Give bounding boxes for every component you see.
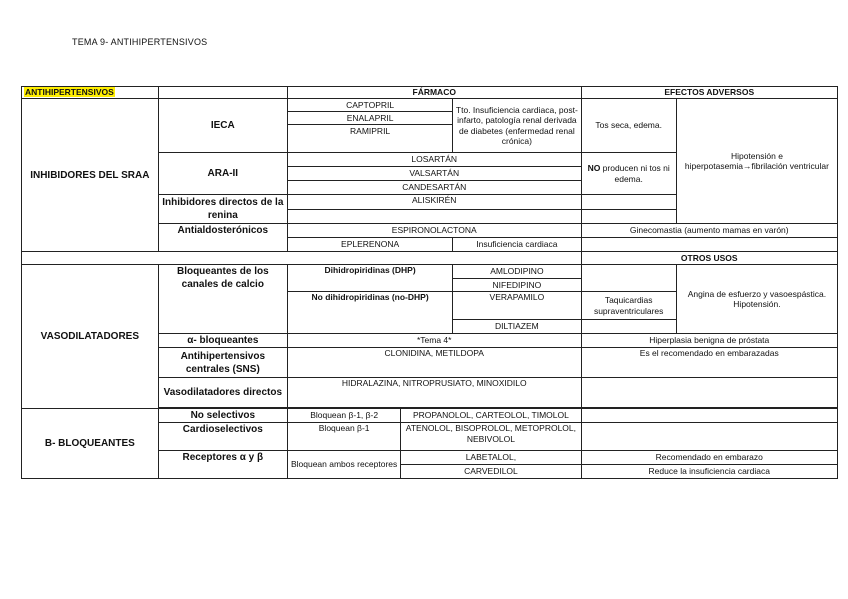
drug-cell: CLONIDINA, METILDOPA <box>287 348 581 378</box>
ab-use1: Recomendado en embarazo <box>581 451 838 465</box>
antialdo-label: Antialdosterónicos <box>158 224 287 252</box>
ara-label: ARA-II <box>158 153 287 195</box>
nodhp-label: No dihidropiridinas (no-DHP) <box>287 292 452 334</box>
drug-cell: ENALAPRIL <box>287 112 452 125</box>
header-efectos: EFECTOS ADVERSOS <box>581 87 838 99</box>
empty-cell <box>581 409 838 423</box>
drug-cell: ATENOLOL, BISOPROLOL, METOPROLOL, NEBIVOLOL <box>401 423 581 451</box>
header-col1: ANTIHIPERTENSIVOS <box>22 87 159 99</box>
ab-label: Receptores α y β <box>158 451 287 479</box>
alfa-use: Hiperplasia benigna de próstata <box>581 334 838 348</box>
empty-cell <box>287 210 581 224</box>
antihypertensives-table <box>21 86 838 479</box>
block-cell: Bloquean ambos receptores <box>287 451 400 479</box>
ab-use2: Reduce la insuficiencia cardiaca <box>581 465 838 479</box>
drug-cell: *Tema 4* <box>287 334 581 348</box>
bcc-other-use: Angina de esfuerzo y vasoespástica. Hipotensión. <box>676 265 837 334</box>
drug-cell: CARVEDILOL <box>401 465 581 479</box>
drug-cell: AMLODIPINO <box>453 265 581 279</box>
empty-cell <box>581 265 676 292</box>
drug-cell: LABETALOL, <box>401 451 581 465</box>
drug-cell-blank <box>287 138 452 153</box>
central-use: Es el recomendado en embarazadas <box>581 348 838 378</box>
empty-cell <box>581 423 838 451</box>
group-beta: B- BLOQUEANTES <box>22 409 159 479</box>
empty-cell <box>453 307 581 320</box>
header-empty <box>158 87 287 99</box>
renina-label: Inhibidores directos de la renina <box>158 195 287 224</box>
central-label: Antihipertensivos centrales (SNS) <box>158 348 287 378</box>
directos-label: Vasodilatadores directos <box>158 378 287 408</box>
ara-adverse: NO producen ni tos ni edema. <box>581 153 676 195</box>
empty-cell <box>581 195 676 210</box>
table-row <box>22 409 838 423</box>
drug-cell: CANDESARTÁN <box>287 181 581 195</box>
alfa-label: α- bloqueantes <box>158 334 287 348</box>
header-otros-usos: OTROS USOS <box>581 252 838 265</box>
drug-cell: VALSARTÁN <box>287 167 581 181</box>
drug-cell: ALISKIRÉN <box>287 195 581 210</box>
noselect-label: No selectivos <box>158 409 287 423</box>
group-sraa: INHIBIDORES DEL SRAA <box>22 99 159 252</box>
drug-cell: EPLERENONA <box>287 238 452 252</box>
table-row <box>22 99 838 112</box>
group-vasodilatadores: VASODILATADORES <box>22 265 159 409</box>
drug-cell: RAMIPRIL <box>287 125 452 138</box>
bcc-label: Bloqueantes de los canales de calcio <box>158 265 287 334</box>
ieca-uses: Tto. Insuficiencia cardiaca, post-infarto, patología renal derivada de diabetes (enfermedad renal crónica) <box>453 99 581 153</box>
empty-cell <box>581 378 838 408</box>
empty-cell <box>581 210 676 224</box>
empty-cell <box>22 252 582 265</box>
antialdo-use: Insuficiencia cardiaca <box>453 238 581 252</box>
empty-cell <box>581 320 676 334</box>
cardio-label: Cardioselectivos <box>158 423 287 451</box>
nodhp-use: Taquicardias supraventriculares <box>581 292 676 320</box>
drug-cell: CAPTOPRIL <box>287 99 452 112</box>
section-header-row <box>22 252 838 265</box>
drug-cell: PROPANOLOL, CARTEOLOL, TIMOLOL <box>401 409 581 423</box>
ieca-adverse: Tos seca, edema. <box>581 99 676 153</box>
shared-adverse: Hipotensión e hiperpotasemia→fibrilación ventricular <box>676 99 837 224</box>
drug-cell: DILTIAZEM <box>453 320 581 334</box>
antialdo-adverse: Ginecomastia (aumento mamas en varón) <box>581 224 838 238</box>
dhp-label: Dihidropiridinas (DHP) <box>287 265 452 292</box>
drug-cell: NIFEDIPINO <box>453 279 581 292</box>
empty-cell <box>581 238 838 252</box>
header-farmaco: FÁRMACO <box>287 87 581 99</box>
ieca-label: IECA <box>158 99 287 153</box>
block-cell: Bloquean β-1 <box>287 423 400 451</box>
table-row <box>22 265 838 279</box>
block-cell: Bloquean β-1, β-2 <box>287 409 400 423</box>
document-title: TEMA 9- ANTIHIPERTENSIVOS <box>72 37 208 47</box>
drug-cell: LOSARTÁN <box>287 153 581 167</box>
drug-cell: VERAPAMILO <box>453 292 581 307</box>
drug-cell: ESPIRONOLACTONA <box>287 224 581 238</box>
header-row <box>22 87 838 99</box>
drug-cell: HIDRALAZINA, NITROPRUSIATO, MINOXIDILO <box>287 378 581 408</box>
